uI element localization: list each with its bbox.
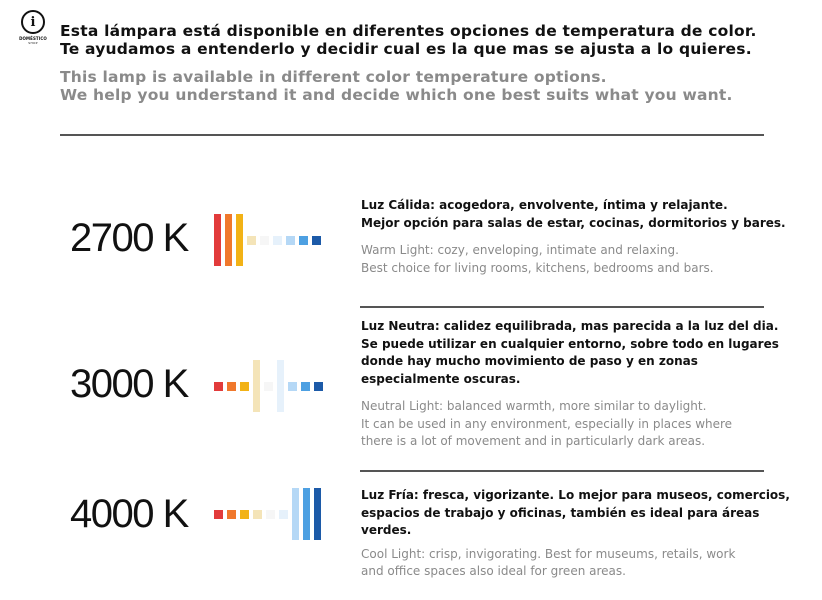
description-english	[361, 546, 790, 581]
desc-line: and office spaces also ideal for green areas.	[361, 564, 626, 578]
desc-line: donde hay mucho movimiento de paso y en zonas	[361, 354, 698, 368]
desc-line: It can be used in any environment, especially in places where	[361, 416, 733, 431]
desc-line: verdes.	[361, 523, 412, 537]
spectrum-bar	[314, 488, 321, 540]
option-description	[361, 197, 786, 277]
info-icon: i	[21, 10, 45, 34]
temperature-label: 3000 K	[70, 362, 188, 406]
spectrum-bar	[266, 510, 275, 519]
spectrum-bar	[314, 382, 323, 391]
spectrum-bar	[236, 214, 243, 266]
spectrum-bar	[303, 488, 310, 540]
desc-line: Mejor opción para salas de estar, cocinas, dormitorios y bares.	[361, 215, 786, 230]
spectrum-bar	[240, 510, 249, 519]
temperature-label: 4000 K	[70, 492, 188, 536]
desc-line: Luz Cálida: acogedora, envolvente, íntima y relajante.	[361, 198, 728, 212]
header-es-line: Te ayudamos a entenderlo y decidir cual es la que mas se ajusta a lo quieres.	[60, 40, 752, 58]
desc-line: especialmente oscuras.	[361, 371, 521, 386]
option-description	[361, 487, 790, 581]
color-spectrum-icon	[214, 214, 334, 266]
spectrum-bar	[292, 488, 299, 540]
option-description	[361, 318, 779, 451]
description-spanish	[361, 318, 779, 388]
color-spectrum-icon	[214, 360, 334, 412]
spectrum-bar	[225, 214, 232, 266]
spectrum-bar	[312, 236, 321, 245]
spectrum-bar	[277, 360, 284, 412]
spectrum-bar	[227, 382, 236, 391]
divider	[360, 306, 764, 308]
spectrum-bar	[247, 236, 256, 245]
header-spanish	[60, 22, 757, 58]
header-es-line: Esta lámpara está disponible en diferentes opciones de temperatura de color.	[60, 22, 757, 40]
spectrum-bar	[214, 214, 221, 266]
divider	[360, 470, 764, 472]
spectrum-bar	[279, 510, 288, 519]
desc-line: Luz Neutra: calidez equilibrada, mas parecida a la luz del dia.	[361, 319, 779, 333]
header-en-line: This lamp is available in different color temperature options.	[60, 68, 607, 86]
desc-line: Warm Light: cozy, enveloping, intimate and relaxing.	[361, 243, 679, 257]
desc-line: Cool Light: crisp, invigorating. Best for museums, retails, work	[361, 546, 736, 561]
spectrum-bar	[273, 236, 282, 245]
spectrum-bar	[240, 382, 249, 391]
logo-sub: SHOP	[28, 41, 38, 45]
description-spanish	[361, 197, 786, 232]
desc-line: Luz Fría: fresca, vigorizante. Lo mejor para museos, comercios,	[361, 488, 790, 502]
spectrum-bar	[214, 382, 223, 391]
desc-line: Se puede utilizar en cualquier entorno, sobre todo en lugares	[361, 336, 779, 351]
spectrum-bar	[227, 510, 236, 519]
description-english	[361, 398, 779, 451]
description-english	[361, 242, 786, 277]
divider	[60, 134, 764, 136]
spectrum-bar	[264, 382, 273, 391]
color-spectrum-icon	[214, 488, 334, 540]
desc-line: there is a lot of movement and in particularly dark areas.	[361, 434, 706, 448]
spectrum-bar	[214, 510, 223, 519]
spectrum-bar	[253, 360, 260, 412]
spectrum-bar	[299, 236, 308, 245]
desc-line: Best choice for living rooms, kitchens, bedrooms and bars.	[361, 260, 714, 275]
spectrum-bar	[288, 382, 297, 391]
desc-line: Neutral Light: balanced warmth, more similar to daylight.	[361, 399, 707, 413]
header-en-line: We help you understand it and decide which one best suits what you want.	[60, 86, 733, 104]
spectrum-bar	[253, 510, 262, 519]
header-english	[60, 68, 733, 104]
info-logo	[18, 10, 48, 45]
spectrum-bar	[286, 236, 295, 245]
spectrum-bar	[260, 236, 269, 245]
spectrum-bar	[301, 382, 310, 391]
desc-line: espacios de trabajo y oficinas, también es ideal para áreas	[361, 505, 760, 520]
temperature-label: 2700 K	[70, 216, 188, 260]
logo-brand: DOMÉSTICO	[19, 36, 47, 41]
description-spanish	[361, 487, 790, 540]
